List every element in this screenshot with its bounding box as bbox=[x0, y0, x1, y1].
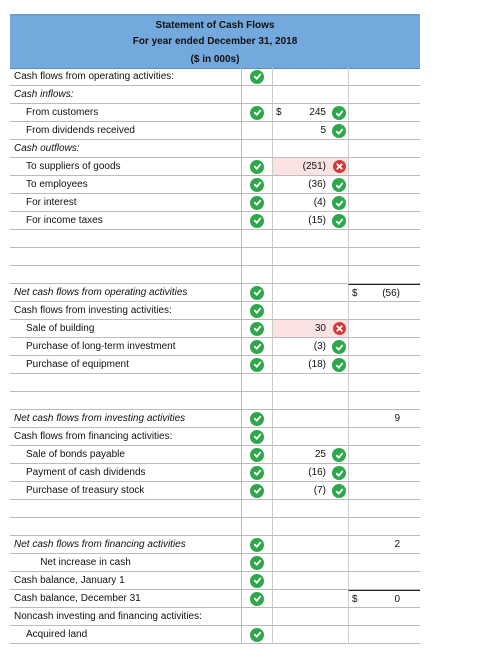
statement-row bbox=[10, 410, 420, 428]
statement-row bbox=[10, 86, 420, 104]
row-label[interactable]: Net increase in cash bbox=[10, 554, 242, 572]
amount-value: (18) bbox=[308, 359, 326, 370]
total-input[interactable] bbox=[348, 410, 420, 428]
row-label[interactable]: To employees bbox=[10, 176, 242, 194]
total-value: (56) bbox=[382, 288, 400, 299]
label-check-cell bbox=[242, 374, 272, 392]
total-input[interactable] bbox=[348, 68, 420, 86]
label-check-cell bbox=[242, 284, 272, 302]
statement-row bbox=[10, 266, 420, 284]
label-check-cell bbox=[242, 86, 272, 104]
total-input[interactable] bbox=[348, 302, 420, 320]
total-input[interactable] bbox=[348, 338, 420, 356]
amount-input[interactable] bbox=[272, 482, 348, 500]
label-check-cell bbox=[242, 356, 272, 374]
total-input[interactable] bbox=[348, 356, 420, 374]
row-label[interactable]: For income taxes bbox=[10, 212, 242, 230]
row-label[interactable]: From dividends received bbox=[10, 122, 242, 140]
amount-input[interactable] bbox=[272, 320, 348, 338]
total-input[interactable] bbox=[348, 140, 420, 158]
label-check-cell bbox=[242, 104, 272, 122]
check-icon bbox=[250, 628, 264, 642]
row-label[interactable]: Cash flows from financing activities: bbox=[10, 428, 242, 446]
total-input[interactable] bbox=[348, 482, 420, 500]
check-icon bbox=[250, 412, 264, 426]
total-input[interactable] bbox=[348, 446, 420, 464]
statement-row bbox=[10, 284, 420, 302]
cross-icon bbox=[333, 322, 346, 335]
check-icon bbox=[250, 484, 264, 498]
check-icon bbox=[250, 592, 264, 606]
label-check-cell bbox=[242, 608, 272, 626]
check-icon bbox=[250, 70, 264, 84]
amount-input[interactable] bbox=[272, 140, 348, 158]
label-check-cell bbox=[242, 68, 272, 86]
amount-value: (3) bbox=[313, 341, 326, 352]
amount-input[interactable] bbox=[272, 500, 348, 518]
row-label[interactable]: Cash outflows: bbox=[10, 140, 242, 158]
check-icon bbox=[332, 340, 346, 354]
label-check-cell bbox=[242, 572, 272, 590]
row-label[interactable]: Sale of bonds payable bbox=[10, 446, 242, 464]
row-label[interactable]: For interest bbox=[10, 194, 242, 212]
amount-input[interactable] bbox=[272, 248, 348, 266]
check-icon bbox=[250, 214, 264, 228]
statement-row bbox=[10, 536, 420, 554]
total-input[interactable] bbox=[348, 266, 420, 284]
check-icon bbox=[250, 340, 264, 354]
row-label[interactable]: Cash balance, January 1 bbox=[10, 572, 242, 590]
check-icon bbox=[250, 106, 264, 120]
check-icon bbox=[332, 484, 346, 498]
check-icon bbox=[250, 196, 264, 210]
check-icon bbox=[250, 286, 264, 300]
total-input[interactable] bbox=[348, 554, 420, 572]
amount-input[interactable] bbox=[272, 428, 348, 446]
dollar-sign: $ bbox=[276, 107, 282, 118]
statement-row bbox=[10, 500, 420, 518]
row-label[interactable]: Net cash flows from investing activities bbox=[10, 410, 242, 428]
row-label[interactable] bbox=[10, 230, 242, 248]
label-check-cell bbox=[242, 464, 272, 482]
total-value: 9 bbox=[394, 413, 400, 424]
statement-row bbox=[10, 320, 420, 338]
amount-input[interactable] bbox=[272, 158, 348, 176]
label-check-cell bbox=[242, 428, 272, 446]
amount-input[interactable] bbox=[272, 374, 348, 392]
statement-row bbox=[10, 212, 420, 230]
total-input[interactable] bbox=[348, 392, 420, 410]
label-check-cell bbox=[242, 536, 272, 554]
total-input[interactable] bbox=[348, 176, 420, 194]
statement-row bbox=[10, 122, 420, 140]
amount-value: 245 bbox=[309, 107, 326, 118]
total-input[interactable] bbox=[348, 464, 420, 482]
statement-row bbox=[10, 248, 420, 266]
total-input[interactable] bbox=[348, 104, 420, 122]
amount-value: (15) bbox=[308, 215, 326, 226]
statement-row bbox=[10, 392, 420, 410]
amount-value: 30 bbox=[314, 323, 326, 334]
total-input[interactable] bbox=[348, 500, 420, 518]
amount-input[interactable] bbox=[272, 626, 348, 644]
statement-row bbox=[10, 626, 420, 644]
label-check-cell bbox=[242, 338, 272, 356]
amount-input[interactable] bbox=[272, 572, 348, 590]
total-input[interactable] bbox=[348, 212, 420, 230]
amount-input[interactable] bbox=[272, 302, 348, 320]
total-value: 2 bbox=[394, 539, 400, 550]
amount-value: (251) bbox=[302, 161, 326, 172]
row-label[interactable]: Sale of building bbox=[10, 320, 242, 338]
row-label[interactable]: Cash inflows: bbox=[10, 86, 242, 104]
total-input[interactable] bbox=[348, 536, 420, 554]
statement-row bbox=[10, 374, 420, 392]
statement-row bbox=[10, 428, 420, 446]
total-input[interactable] bbox=[348, 590, 420, 608]
total-input[interactable] bbox=[348, 230, 420, 248]
amount-input[interactable] bbox=[272, 284, 348, 302]
amount-value: (36) bbox=[308, 179, 326, 190]
statement-row bbox=[10, 338, 420, 356]
check-icon bbox=[250, 538, 264, 552]
amount-input[interactable] bbox=[272, 68, 348, 86]
label-check-cell bbox=[242, 554, 272, 572]
total-value: 0 bbox=[394, 594, 400, 605]
check-icon bbox=[250, 466, 264, 480]
row-label[interactable] bbox=[10, 500, 242, 518]
statement-row bbox=[10, 104, 420, 122]
label-check-cell bbox=[242, 158, 272, 176]
statement-row bbox=[10, 176, 420, 194]
check-icon bbox=[332, 124, 346, 138]
total-input[interactable] bbox=[348, 572, 420, 590]
cross-icon bbox=[333, 160, 346, 173]
check-icon bbox=[250, 358, 264, 372]
amount-input[interactable] bbox=[272, 356, 348, 374]
check-icon bbox=[332, 466, 346, 480]
statement-title: Statement of Cash Flows bbox=[10, 14, 420, 34]
statement-row bbox=[10, 68, 420, 86]
amount-input[interactable] bbox=[272, 410, 348, 428]
total-input[interactable] bbox=[348, 158, 420, 176]
check-icon bbox=[250, 160, 264, 174]
amount-input[interactable] bbox=[272, 446, 348, 464]
label-check-cell bbox=[242, 248, 272, 266]
label-check-cell bbox=[242, 446, 272, 464]
statement-row bbox=[10, 518, 420, 536]
statement-row bbox=[10, 572, 420, 590]
row-label[interactable]: Purchase of long-term investment bbox=[10, 338, 242, 356]
check-icon bbox=[332, 214, 346, 228]
check-icon bbox=[250, 304, 264, 318]
amount-input[interactable] bbox=[272, 392, 348, 410]
statement-row bbox=[10, 158, 420, 176]
row-label[interactable]: Noncash investing and financing activities: bbox=[10, 608, 242, 626]
label-check-cell bbox=[242, 392, 272, 410]
check-icon bbox=[332, 196, 346, 210]
amount-input[interactable] bbox=[272, 104, 348, 122]
amount-input[interactable] bbox=[272, 122, 348, 140]
statement-units: ($ in 000s) bbox=[10, 50, 420, 69]
statement-row bbox=[10, 194, 420, 212]
label-check-cell bbox=[242, 212, 272, 230]
total-input[interactable] bbox=[348, 518, 420, 536]
check-icon bbox=[332, 178, 346, 192]
amount-input[interactable] bbox=[272, 464, 348, 482]
total-input[interactable] bbox=[348, 626, 420, 644]
total-input[interactable] bbox=[348, 374, 420, 392]
label-check-cell bbox=[242, 194, 272, 212]
amount-input[interactable] bbox=[272, 212, 348, 230]
statement-row bbox=[10, 590, 420, 608]
statement-row bbox=[10, 482, 420, 500]
statement-row bbox=[10, 140, 420, 158]
total-input[interactable] bbox=[348, 428, 420, 446]
row-label[interactable]: Payment of cash dividends bbox=[10, 464, 242, 482]
total-input[interactable] bbox=[348, 284, 420, 302]
amount-input[interactable] bbox=[272, 536, 348, 554]
label-check-cell bbox=[242, 176, 272, 194]
total-input[interactable] bbox=[348, 320, 420, 338]
row-label[interactable] bbox=[10, 248, 242, 266]
amount-input[interactable] bbox=[272, 338, 348, 356]
amount-value: 5 bbox=[320, 125, 326, 136]
amount-input[interactable] bbox=[272, 230, 348, 248]
row-label[interactable]: Cash flows from investing activities: bbox=[10, 302, 242, 320]
row-label[interactable]: Net cash flows from financing activities bbox=[10, 536, 242, 554]
row-label[interactable]: Acquired land bbox=[10, 626, 242, 644]
dollar-sign: $ bbox=[352, 594, 358, 605]
label-check-cell bbox=[242, 140, 272, 158]
label-check-cell bbox=[242, 500, 272, 518]
amount-input[interactable] bbox=[272, 590, 348, 608]
amount-input[interactable] bbox=[272, 554, 348, 572]
row-label[interactable]: Purchase of treasury stock bbox=[10, 482, 242, 500]
amount-input[interactable] bbox=[272, 266, 348, 284]
check-icon bbox=[250, 574, 264, 588]
label-check-cell bbox=[242, 482, 272, 500]
row-label[interactable]: Net cash flows from operating activities bbox=[10, 284, 242, 302]
check-icon bbox=[250, 178, 264, 192]
label-check-cell bbox=[242, 320, 272, 338]
row-label[interactable] bbox=[10, 266, 242, 284]
check-icon bbox=[250, 556, 264, 570]
statement-row bbox=[10, 446, 420, 464]
row-label[interactable]: Cash flows from operating activities: bbox=[10, 68, 242, 86]
check-icon bbox=[332, 358, 346, 372]
check-icon bbox=[332, 448, 346, 462]
label-check-cell bbox=[242, 410, 272, 428]
amount-input[interactable] bbox=[272, 608, 348, 626]
amount-input[interactable] bbox=[272, 518, 348, 536]
row-label[interactable] bbox=[10, 392, 242, 410]
total-input[interactable] bbox=[348, 194, 420, 212]
total-input[interactable] bbox=[348, 122, 420, 140]
statement-period: For year ended December 31, 2018 bbox=[10, 32, 420, 50]
row-label[interactable] bbox=[10, 374, 242, 392]
label-check-cell bbox=[242, 590, 272, 608]
statement-row bbox=[10, 608, 420, 626]
row-label[interactable] bbox=[10, 518, 242, 536]
label-check-cell bbox=[242, 230, 272, 248]
total-input[interactable] bbox=[348, 86, 420, 104]
statement-row bbox=[10, 230, 420, 248]
statement-row bbox=[10, 554, 420, 572]
dollar-sign: $ bbox=[352, 288, 358, 299]
amount-input[interactable] bbox=[272, 176, 348, 194]
statement-row bbox=[10, 356, 420, 374]
row-label[interactable]: To suppliers of goods bbox=[10, 158, 242, 176]
amount-value: (16) bbox=[308, 467, 326, 478]
label-check-cell bbox=[242, 518, 272, 536]
row-label[interactable]: Cash balance, December 31 bbox=[10, 590, 242, 608]
amount-value: (7) bbox=[313, 485, 326, 496]
total-input[interactable] bbox=[348, 608, 420, 626]
label-check-cell bbox=[242, 302, 272, 320]
statement-row bbox=[10, 302, 420, 320]
label-check-cell bbox=[242, 266, 272, 284]
check-icon bbox=[332, 106, 346, 120]
amount-input[interactable] bbox=[272, 194, 348, 212]
total-input[interactable] bbox=[348, 248, 420, 266]
amount-value: 25 bbox=[314, 449, 326, 460]
check-icon bbox=[250, 448, 264, 462]
row-label[interactable]: From customers bbox=[10, 104, 242, 122]
check-icon bbox=[250, 430, 264, 444]
check-icon bbox=[250, 322, 264, 336]
label-check-cell bbox=[242, 626, 272, 644]
row-label[interactable]: Purchase of equipment bbox=[10, 356, 242, 374]
label-check-cell bbox=[242, 122, 272, 140]
statement-row bbox=[10, 464, 420, 482]
amount-input[interactable] bbox=[272, 86, 348, 104]
amount-value: (4) bbox=[313, 197, 326, 208]
